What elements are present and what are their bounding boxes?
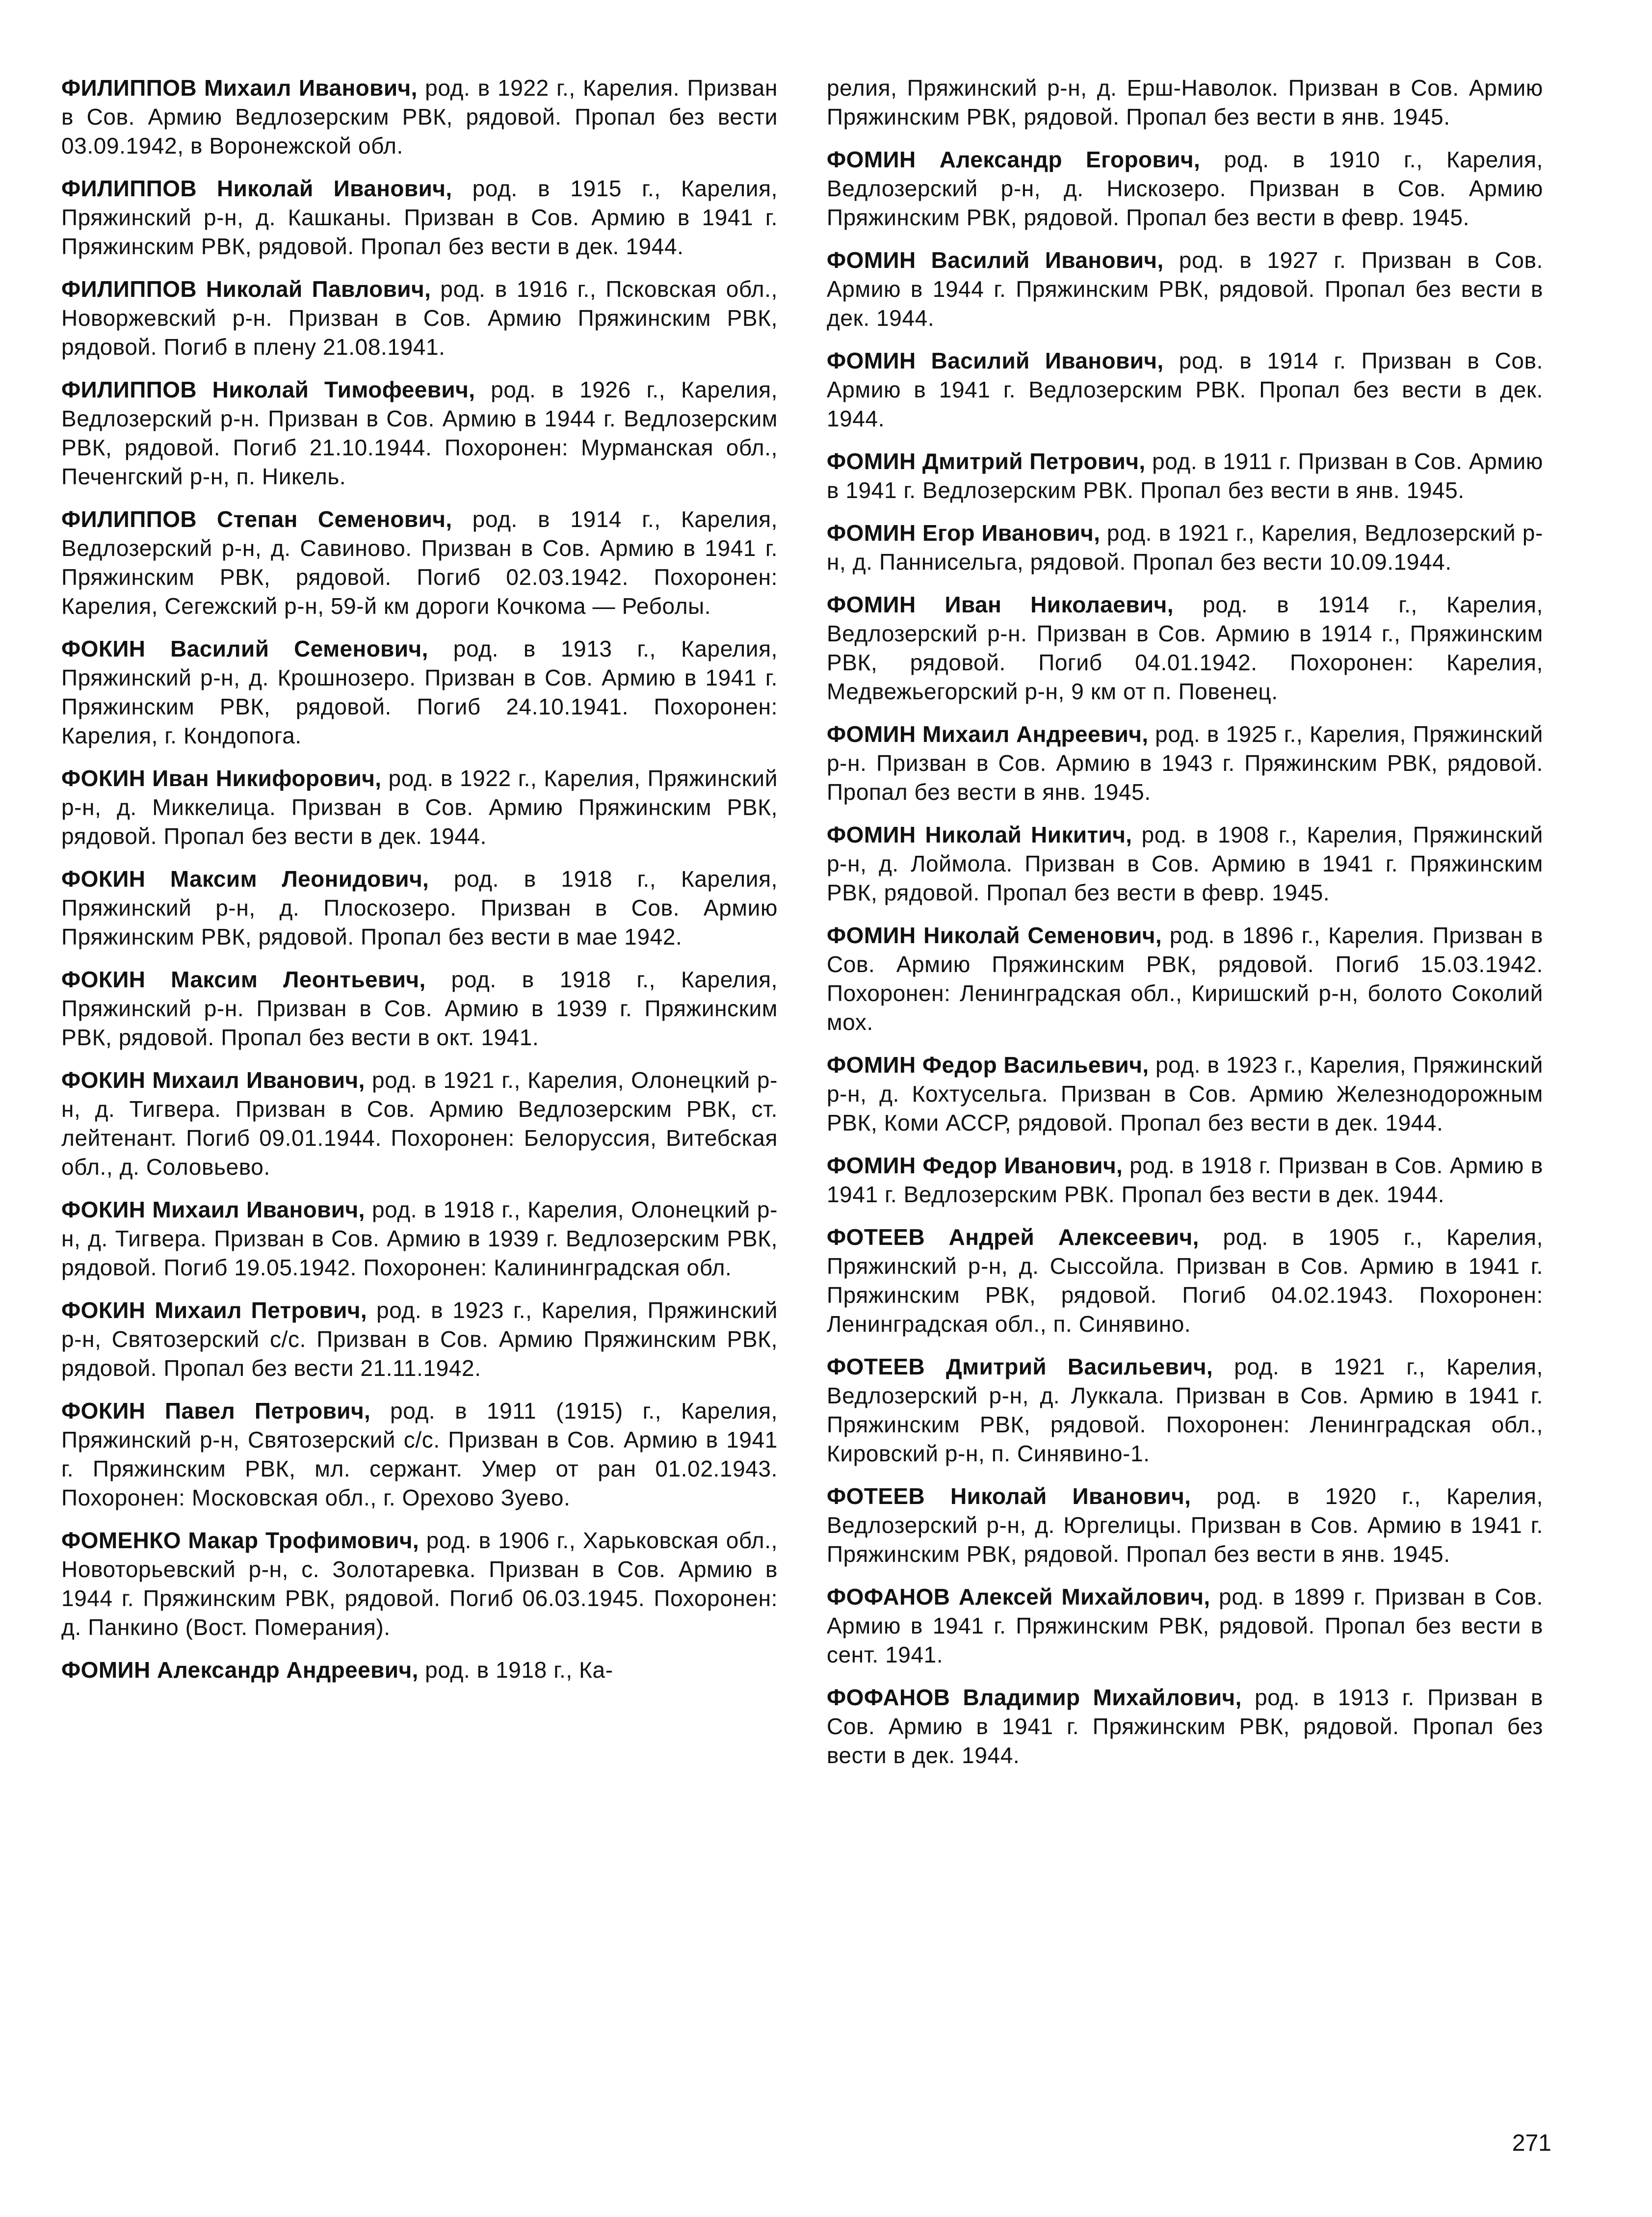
- entry-name: ФОКИН Михаил Петрович,: [61, 1297, 367, 1323]
- entry-name: ФОМИН Федор Иванович,: [827, 1153, 1123, 1178]
- entry-text: род. в 1926 г., Карелия, Ведлозерский р-н. Призван в Сов. Армию в 1944 г. Ведлозерским РВК, рядовой. Погиб 21.10.1944. Похоронен: Мурманская обл., Печенгский р-н, п. Никель.: [61, 377, 778, 489]
- entry-name: ФОТЕЕВ Николай Иванович,: [827, 1483, 1191, 1509]
- entry: [827, 820, 1543, 907]
- entry-name: ФОКИН Иван Никифорович,: [61, 765, 382, 791]
- entry: [61, 1066, 778, 1182]
- entry-text: род. в 1925 г., Карелия, Пряжинский р-н. Призван в Сов. Армию в 1943 г. Пряжинским РВК, рядовой. Пропал без вести в янв. 1945.: [827, 721, 1543, 805]
- entry: [827, 1683, 1543, 1770]
- entry-text: род. в 1911 г. Призван в Сов. Армию в 1941 г. Ведлозерским РВК. Пропал без вести в янв. 1945.: [827, 449, 1543, 503]
- entry-text: род. в 1918 г., Карелия, Пряжинский р-н, д. Плоскозеро. Призван в Сов. Армию Пряжинским РВК, рядовой. Пропал без вести в мае 1942.: [61, 866, 778, 950]
- entry-name: ФОМИН Николай Никитич,: [827, 822, 1132, 847]
- entry-text: род. в 1922 г., Карелия, Пряжинский р-н, д. Миккелица. Призван в Сов. Армию Пряжинским РВК, рядовой. Пропал без вести в дек. 1944.: [61, 765, 778, 849]
- entry: [827, 1482, 1543, 1569]
- entry-name: ФОМЕНКО Макар Трофимович,: [61, 1528, 420, 1553]
- entry: [827, 720, 1543, 807]
- entry-name: ФОКИН Максим Леонтьевич,: [61, 967, 426, 992]
- entry: [61, 1526, 778, 1642]
- entry: [827, 246, 1543, 333]
- entry-name: ФИЛИППОВ Николай Тимофеевич,: [61, 377, 475, 402]
- left-column: [61, 74, 778, 1698]
- entry-text: род. в 1911 (1915) г., Карелия, Пряжинский р-н, Святозерский с/с. Призван в Сов. Армию в 1941 г. Пряжинским РВК, мл. сержант. Умер от ран 01.02.1943. Похоронен: Московская обл., г. Орехово Зуево.: [61, 1398, 778, 1510]
- entry-name: ФИЛИППОВ Николай Павлович,: [61, 276, 431, 302]
- entry-text: род. в 1921 г., Карелия, Ведлозерский р-н, д. Паннисельга, рядовой. Пропал без вести 10.09.1944.: [827, 520, 1543, 575]
- entry-text: род. в 1908 г., Карелия, Пряжинский р-н, д. Лоймола. Призван в Сов. Армию в 1941 г. Пряжинским РВК, рядовой. Пропал без вести в февр. 1945.: [827, 822, 1544, 905]
- entry: [61, 1656, 778, 1685]
- entry-text: род. в 1899 г. Призван в Сов. Армию в 1941 г. Пряжинским РВК, рядовой. Пропал без вести в сент. 1941.: [827, 1584, 1543, 1667]
- page-number: 271: [1512, 2130, 1551, 2156]
- entry-text: род. в 1918 г. Призван в Сов. Армию в 1941 г. Ведлозерским РВК. Пропал без вести в дек. 1944.: [827, 1153, 1543, 1207]
- entry-text: род. в 1905 г., Карелия, Пряжинский р-н, д. Сыссойла. Призван в Сов. Армию в 1941 г. Пряжинским РВК, рядовой. Погиб 04.02.1943. Похоронен: Ленинградская обл., п. Синявино.: [827, 1224, 1543, 1337]
- entry: [61, 965, 778, 1052]
- entry-name: ФОМИН Егор Иванович,: [827, 520, 1101, 546]
- entry-name: ФОМИН Василий Иванович,: [827, 348, 1164, 373]
- entry-text: род. в 1913 г. Призван в Сов. Армию в 1941 г. Пряжинским РВК, рядовой. Пропал без вести в дек. 1944.: [827, 1685, 1543, 1768]
- entry: [827, 921, 1543, 1037]
- entry: [827, 447, 1543, 505]
- entry: [827, 1151, 1543, 1209]
- entry-text: род. в 1896 г., Карелия. Призван в Сов. Армию Пряжинским РВК, рядовой. Погиб 15.03.1942. Похоронен: Ленинградская обл., Киришский р-н, болото Соколий мох.: [827, 923, 1543, 1035]
- entry-text: род. в 1914 г., Карелия, Ведлозерский р-н, д. Савиново. Призван в Сов. Армию в 1941 г. Пряжинским РВК, рядовой. Погиб 02.03.1942. Похоронен: Карелия, Сегежский р-н, 59-й км дороги Кочкома — Реболы.: [61, 506, 778, 619]
- entry: [827, 1051, 1543, 1137]
- entry: [61, 275, 778, 362]
- entry-text: род. в 1923 г., Карелия, Пряжинский р-н, д. Кохтусельга. Призван в Сов. Армию Железнодорожным РВК, Коми АССР, рядовой. Пропал без вести в дек. 1944.: [827, 1052, 1544, 1135]
- entry-name: ФИЛИППОВ Николай Иванович,: [61, 176, 452, 201]
- entry-text: род. в 1914 г. Призван в Сов. Армию в 1941 г. Ведлозерским РВК. Пропал без вести в дек. 1944.: [827, 348, 1544, 431]
- entry-name: ФОМИН Федор Васильевич,: [827, 1052, 1149, 1078]
- entry-text: род. в 1915 г., Карелия, Пряжинский р-н, д. Кашканы. Призван в Сов. Армию в 1941 г. Пряжинским РВК, рядовой. Пропал без вести в дек. 1944.: [61, 176, 778, 259]
- entry-text: род. в 1918 г., Карелия, Олонецкий р-н, д. Тигвера. Призван в Сов. Армию в 1939 г. Ведлозерским РВК, рядовой. Погиб 19.05.1942. Похоронен: Калининградская обл.: [61, 1197, 778, 1280]
- entry-text: род. в 1927 г. Призван в Сов. Армию в 1944 г. Пряжинским РВК, рядовой. Пропал без вести в дек. 1944.: [827, 247, 1544, 331]
- entry: [827, 1583, 1543, 1669]
- entry-name: ФОМИН Михаил Андреевич,: [827, 721, 1149, 747]
- entry-continued: [827, 74, 1543, 132]
- entry: [61, 634, 778, 750]
- entry: [61, 1397, 778, 1512]
- right-column: [827, 74, 1543, 1784]
- entry: [61, 1296, 778, 1383]
- entry-text: род. в 1906 г., Харьковская обл., Новоторьевский р-н, с. Золотаревка. Призван в Сов. Армию в 1944 г. Пряжинским РВК, рядовой. Погиб 06.03.1945. Похоронен: д. Панкино (Вост. Померания).: [61, 1528, 778, 1640]
- entry: [827, 519, 1543, 577]
- entry-name: ФОКИН Михаил Иванович,: [61, 1067, 365, 1093]
- entry-text: род. в 1913 г., Карелия, Пряжинский р-н, д. Крошнозеро. Призван в Сов. Армию в 1941 г. Пряжинским РВК, рядовой. Погиб 24.10.1941. Похоронен: Карелия, г. Кондопога.: [61, 636, 778, 748]
- entry-name: ФОМИН Николай Семенович,: [827, 923, 1162, 948]
- entry-name: ФОКИН Михаил Иванович,: [61, 1197, 365, 1222]
- entry-name: ФОФАНОВ Владимир Михайлович,: [827, 1685, 1242, 1710]
- entry-text: релия, Пряжинский р-н, д. Ерш-Наволок. Призван в Сов. Армию Пряжинским РВК, рядовой. Пропал без вести в янв. 1945.: [827, 75, 1543, 130]
- entry-name: ФОТЕЕВ Андрей Алексеевич,: [827, 1224, 1199, 1250]
- entry-text: род. в 1918 г., Ка-: [418, 1657, 613, 1683]
- entry-text: род. в 1922 г., Карелия. Призван в Сов. Армию Ведлозерским РВК, рядовой. Пропал без вести 03.09.1942, в Воронежской обл.: [61, 75, 778, 158]
- entry-name: ФОКИН Василий Семенович,: [61, 636, 428, 661]
- entry-name: ФИЛИППОВ Степан Семенович,: [61, 506, 452, 532]
- entry: [61, 505, 778, 621]
- entry: [827, 145, 1543, 232]
- entry-text: род. в 1920 г., Карелия, Ведлозерский р-н, д. Юргелицы. Призван в Сов. Армию в 1941 г. Пряжинским РВК, рядовой. Пропал без вести в янв. 1945.: [827, 1483, 1544, 1567]
- entry-name: ФОТЕЕВ Дмитрий Васильевич,: [827, 1354, 1213, 1379]
- entry-text: род. в 1914 г., Карелия, Ведлозерский р-н. Призван в Сов. Армию в 1914 г., Пряжинским РВК, рядовой. Погиб 04.01.1942. Похоронен: Карелия, Медвежьегорский р-н, 9 км от п. Повенец.: [827, 592, 1543, 704]
- entry: [827, 346, 1543, 433]
- entry-name: ФОМИН Александр Егорович,: [827, 147, 1201, 172]
- entry: [827, 590, 1543, 706]
- entry-name: ФОМИН Василий Иванович,: [827, 247, 1164, 273]
- entry-name: ФОКИН Максим Леонидович,: [61, 866, 429, 892]
- entry-name: ФОМИН Иван Николаевич,: [827, 592, 1174, 617]
- entry-name: ФОМИН Дмитрий Петрович,: [827, 449, 1146, 474]
- entry: [827, 1352, 1543, 1468]
- entry: [61, 74, 778, 160]
- entry-name: ФОМИН Александр Андреевич,: [61, 1657, 419, 1683]
- entry-name: ФОКИН Павел Петрович,: [61, 1398, 371, 1424]
- entry: [61, 375, 778, 491]
- entry: [61, 764, 778, 851]
- entry-text: род. в 1916 г., Псковская обл., Новоржевский р-н. Призван в Сов. Армию Пряжинским РВК, рядовой. Погиб в плену 21.08.1941.: [61, 276, 778, 360]
- entry: [61, 174, 778, 261]
- entry: [61, 1195, 778, 1282]
- entry-text: род. в 1921 г., Карелия, Олонецкий р-н, д. Тигвера. Призван в Сов. Армию Ведлозерским РВК, ст. лейтенант. Погиб 09.01.1944. Похоронен: Белоруссия, Витебская обл., д. Соловьево.: [61, 1067, 778, 1180]
- entry-text: род. в 1918 г., Карелия, Пряжинский р-н. Призван в Сов. Армию в 1939 г. Пряжинским РВК, рядовой. Пропал без вести в окт. 1941.: [61, 967, 778, 1050]
- entry-text: род. в 1923 г., Карелия, Пряжинский р-н, Святозерский с/с. Призван в Сов. Армию Пряжинским РВК, рядовой. Пропал без вести 21.11.1942.: [61, 1297, 778, 1381]
- entry-name: ФОФАНОВ Алексей Михайлович,: [827, 1584, 1210, 1610]
- entry: [827, 1223, 1543, 1339]
- entry-text: род. в 1910 г., Карелия, Ведлозерский р-н, д. Нискозеро. Призван в Сов. Армию Пряжинским РВК, рядовой. Пропал без вести в февр. 1945.: [827, 147, 1543, 230]
- entry-name: ФИЛИППОВ Михаил Иванович,: [61, 75, 418, 101]
- entry-text: род. в 1921 г., Карелия, Ведлозерский р-н, д. Луккала. Призван в Сов. Армию в 1941 г. Пряжинским РВК, рядовой. Похоронен: Ленинградская обл., Кировский р-н, п. Синявино-1.: [827, 1354, 1543, 1466]
- entry: [61, 865, 778, 951]
